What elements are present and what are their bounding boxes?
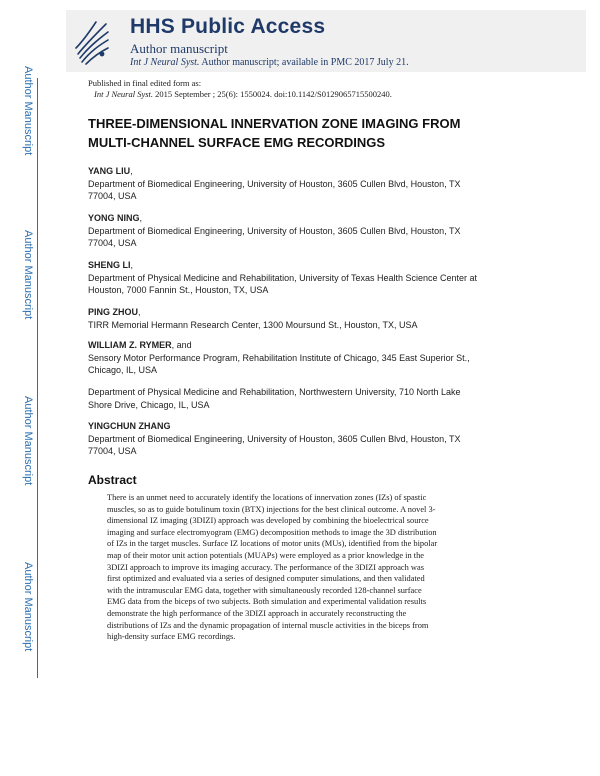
author-entry	[88, 165, 528, 203]
author-entry	[88, 420, 528, 458]
hhs-public-access-title: HHS Public Access	[130, 15, 326, 38]
hhs-eagle-logo-icon	[70, 14, 114, 68]
affiliation-line: Chicago, IL, USA	[88, 365, 158, 375]
author-entry	[88, 306, 528, 331]
title-line: MULTI-CHANNEL SURFACE EMG RECORDINGS	[88, 135, 386, 150]
author-suffix: ,	[130, 260, 134, 270]
side-divider	[37, 78, 38, 678]
article-title	[88, 114, 548, 152]
author-name: YINGCHUN ZHANG	[88, 421, 171, 431]
published-label: Published in final edited form as:	[88, 78, 202, 88]
abstract-body	[107, 492, 525, 643]
abstract-line: of IZs in the target muscles. Surface IZ locations of motor units (MUs), identified from the bipolar	[107, 539, 438, 549]
abstract-line: dimensional IZ imaging (3DIZI) approach was developed by combining the bioelectrical source	[107, 516, 429, 526]
author-suffix: ,	[139, 213, 143, 223]
side-label-1: Author Manuscript	[22, 66, 34, 156]
author-entry	[88, 212, 528, 250]
abstract-line: muscles, so as to guide botulinum toxin (BTX) injections for the best clinical outcome. A novel 3-	[107, 504, 436, 514]
author-name: SHENG LI	[88, 260, 131, 270]
author-name: PING ZHOU	[88, 307, 139, 317]
journal-name: Int J Neural Syst.	[130, 57, 200, 68]
abstract-line: map of their motor unit action potentials (MUAPs) were employed as a prior knowledge in the	[107, 550, 425, 560]
affiliation-line: Sensory Motor Performance Program, Rehabilitation Institute of Chicago, 345 East Superior St.,	[88, 352, 470, 363]
abstract-line: distributions of IZs and the dynamic propagation of internal muscle activities in the biceps from	[107, 620, 429, 630]
author-name: WILLIAM Z. RYMER	[88, 340, 172, 350]
affiliation-line: Department of Biomedical Engineering, University of Houston, 3605 Cullen Blvd, Houston, TX	[88, 433, 461, 444]
abstract-line: There is an unmet need to accurately identify the locations of innervation zones (IZs) of spastic	[107, 493, 427, 502]
author-suffix: ,	[138, 307, 141, 317]
author-name: YANG LIU	[88, 166, 131, 176]
affiliation-line: Houston, 7000 Fannin St., Houston, TX, USA	[88, 285, 269, 295]
title-line: THREE-DIMENSIONAL INNERVATION ZONE IMAGING FROM	[88, 116, 461, 131]
affiliation-line: 77004, USA	[88, 191, 137, 201]
side-label-2: Author Manuscript	[22, 230, 34, 320]
abstract-line: demonstrate the high performance of the 3DIZI approach in accurately reconstructing the	[107, 608, 407, 618]
abstract-line: first optimized and evaluated via a series of designed computer simulations, and then validated	[107, 574, 425, 584]
author-entry	[88, 339, 528, 377]
side-label-3: Author Manuscript	[22, 396, 34, 486]
author-suffix: ,	[130, 166, 133, 176]
author-name: YONG NING	[88, 213, 140, 223]
abstract-line: with the intramuscular EMG data, together with simultaneously recorded 128-channel surface	[107, 585, 422, 595]
journal-availability	[130, 57, 409, 68]
affiliation-line: Department of Biomedical Engineering, University of Houston, 3605 Cullen Blvd, Houston, TX	[88, 178, 461, 189]
citation-journal: Int J Neural Syst.	[94, 89, 154, 99]
author-entry	[88, 386, 528, 411]
side-label-4: Author Manuscript	[22, 562, 34, 652]
publication-info	[88, 78, 392, 100]
abstract-line: 3DIZI approach to improve its imaging accuracy. The performance of the 3DIZI approach was	[107, 562, 424, 572]
author-manuscript-label: Author manuscript	[130, 41, 228, 56]
affiliation-line: 77004, USA	[88, 238, 137, 248]
availability-text: Author manuscript; available in PMC 2017 July 21.	[199, 57, 409, 68]
abstract-line: EMG data from the biceps of two subjects. Both simulation and experimental validation results	[107, 597, 427, 607]
affiliation-line: Department of Physical Medicine and Rehabilitation, University of Texas Health Science Center at	[88, 272, 478, 283]
affiliation-line: Department of Biomedical Engineering, University of Houston, 3605 Cullen Blvd, Houston, TX	[88, 225, 461, 236]
author-suffix: , and	[171, 340, 192, 350]
abstract-heading: Abstract	[88, 473, 137, 487]
affiliation-line: Department of Physical Medicine and Rehabilitation, Northwestern University, 710 North Lake	[88, 387, 461, 397]
affiliation-line: TIRR Memorial Hermann Research Center, 1300 Moursund St., Houston, TX, USA	[88, 319, 418, 330]
abstract-line: imaging and surface electromyogram (EMG) decomposition methods to image the 3D distribution	[107, 527, 437, 537]
affiliation-line: 77004, USA	[88, 446, 137, 456]
affiliation-line: Shore Drive, Chicago, IL, USA	[88, 399, 210, 410]
abstract-line: high-density surface EMG recordings.	[107, 632, 236, 642]
citation	[88, 89, 392, 100]
author-entry	[88, 259, 528, 297]
citation-details: 2015 September ; 25(6): 1550024. doi:10.1142/S0129065715500240.	[153, 89, 392, 99]
